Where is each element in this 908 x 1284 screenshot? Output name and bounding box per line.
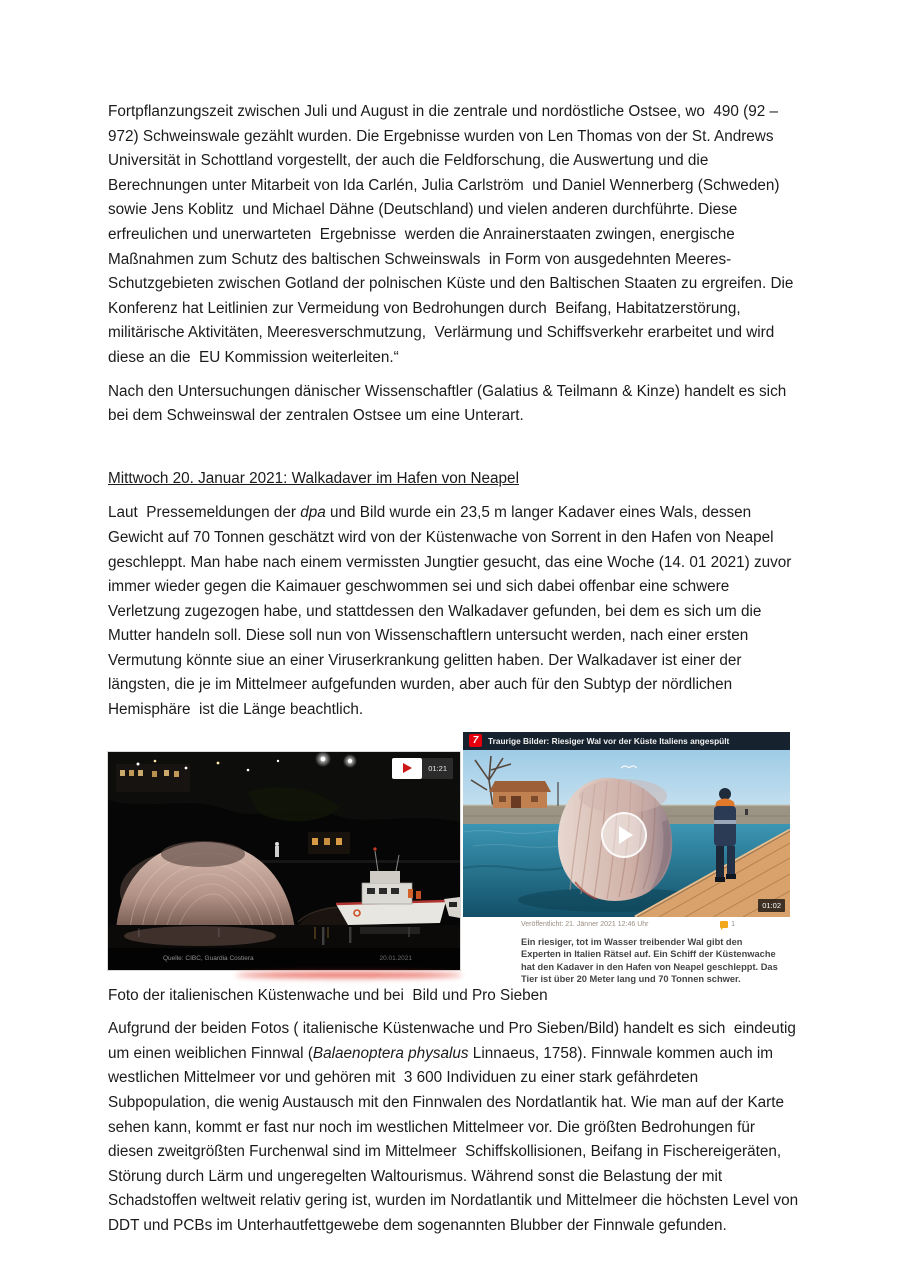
video-meta-row (463, 917, 790, 930)
p4-italic-species: Balaenoptera physalus (312, 1044, 469, 1062)
left-play-badge (392, 758, 453, 779)
comment-counter[interactable] (720, 921, 735, 928)
right-duration: 01:02 (758, 899, 785, 912)
figure-embedded-videos (108, 732, 802, 984)
p4-text: Aufgrund der beiden Fotos ( italienische Küstenwache und Pro Sieben/Bild) handelt es sich eindeutig um einen weiblichen Finnwal ( (108, 1020, 801, 1062)
paragraph-naples-carcass (108, 501, 802, 722)
left-credit-bar (108, 948, 460, 970)
paragraph-baltic-porpoise: Fortpflanzungszeit zwischen Juli und August in die zentrale und nordöstliche Ostsee, wo 490 (92 – 972) Schweinswale gezählt wurden. Die Ergebnisse wurden von Len Thomas von der St. Andrews Universität in Schottland vorgestellt, der auch die Feldforschung, die Auswertung und die Berechnungen unter Mitarbeit von Ida Carlén, Julia Carlström und Daniel Wennerberg (Schweden) sowie Jens Koblitz und Michael Dähne (Deutschland) und vielen anderen durchführte. Diese erfreulichen und unerwarteten Ergebnisse werden die Anrainerstaaten zwingen, energische Maßnahmen zum Schutz des baltischen Schweinswals in Form von ausgedehnten Meeres-Schutzgebieten zwischen Gotland der polnischen Küste und den Baltischen Staaten zu ergreifen. Die Konferenz hat Leitlinien zur Vermeidung von Bedrohungen durch Beifang, Habitatzerstörung, militärische Aktivitäten, Meeresverschmutzung, Verlärmung und Schiffsverkehr erarbeitet und wird diese an die EU Kommission weiterleiten.“ (108, 103, 798, 366)
published-text: Veröffentlicht: 21. Jänner 2021 12:46 Uhr (521, 920, 649, 928)
day-harbor-photo[interactable] (463, 750, 790, 917)
play-icon (403, 763, 412, 773)
play-icon (619, 826, 633, 844)
red-reflection-artifact (236, 972, 462, 978)
play-button-left[interactable] (392, 758, 422, 779)
video-description: Ein riesiger, tot im Wasser treibender Wal gibt den Experten in Italien Rätsel auf. Ein Schiff der Küstenwache hat den Kadaver in den Hafen von Neapel geschleppt. Das Tier ist über 20 Meter lang und 70 Tonnen schwer. (521, 936, 778, 985)
p3-text-rest: und Bild wurde ein 23,5 m langer Kadaver eines Wals, dessen Gewicht auf 70 Tonnen geschätzt wird von der Küstenwache von Sorrent in den Hafen von Neapel geschleppt. Man habe nach einem vermissten Jungtier gesucht, das eine Woche (14. 01 2021) zuvor immer wieder gegen die Kaimauer geschwommen sei und sich dabei offenbar eine schwere Verletzung zugezogen habe, und stattdessen den Walkadaver gefunden, bei dem es sich um die Mutter handeln soll. Diese soll nun von Wissenschaftlern untersucht werden, nach einer ersten Vermutung könnte siue an einer Viruserkrankung gelitten haben. Der Walkadaver ist einer der längsten, die je im Mittelmeer aufgefunden wurden, aber auch für den Subtyp der nördlichen Hemisphäre ist die Länge beachtlich. (108, 504, 796, 719)
night-harbor-photo (108, 752, 460, 948)
prosieben-logo-icon: 7 (469, 734, 482, 747)
paragraph-subspecies: Nach den Untersuchungen dänischer Wissenschaftler (Galatius & Teilmann & Kinze) handelt es sich bei dem Schweinswal der zentralen Ostsee um eine Unterart. (108, 382, 791, 425)
document-page (108, 100, 802, 1248)
comment-bubble-icon (720, 921, 728, 928)
paragraph-fin-whale (108, 1017, 802, 1238)
video-coastguard-night[interactable] (108, 752, 460, 970)
left-duration: 01:21 (422, 758, 453, 779)
prosieben-header (463, 732, 790, 750)
video-prosieben[interactable] (463, 732, 790, 986)
left-credit-text: Quelle: CIBC, Guardia Costiera (163, 955, 254, 963)
comment-count: 1 (731, 920, 735, 928)
p4-text-rest: Linnaeus, 1758). Finnwale kommen auch im westlichen Mittelmeer vor und gehören mit 3 600 Individuen zu einer stark gefährdeten Subpopulation, die wenig Austausch mit den Finnwalen des Nordatlantik hat. Wie man auf der Karte sehen kann, kommt er fast nur noch im westlichen Mittelmeer vor. Die größten Bedrohungen für diesen zweitgrößten Furchenwal sind im Mittelmeer Schiffskollisionen, Beifang in Fischereigeräten, Störung durch Lärm und ungeregelten Waltourismus. Während sonst die Belastung der mit Schadstoffen weltweit relativ gering ist, wurden im Nordatlantik und Mittelmeer die höchsten Level von DDT und PCBs im Unterhautfettgewebe dem sogenannten Blubber der Finnwale gefunden. (108, 1044, 803, 1234)
p3-italic-dpa: dpa (300, 504, 326, 522)
section-heading: Mittwoch 20. Januar 2021: Walkadaver im Hafen von Neapel (108, 469, 519, 487)
photo-caption: Foto der italienischen Küstenwache und bei Bild und Pro Sieben (108, 986, 548, 1004)
play-button-right[interactable] (601, 812, 647, 858)
video-title: Traurige Bilder: Riesiger Wal vor der Küste Italiens angespült (488, 735, 730, 746)
p3-text: Laut Pressemeldungen der (108, 504, 301, 522)
left-date-text: 20.01.2021 (379, 955, 412, 963)
